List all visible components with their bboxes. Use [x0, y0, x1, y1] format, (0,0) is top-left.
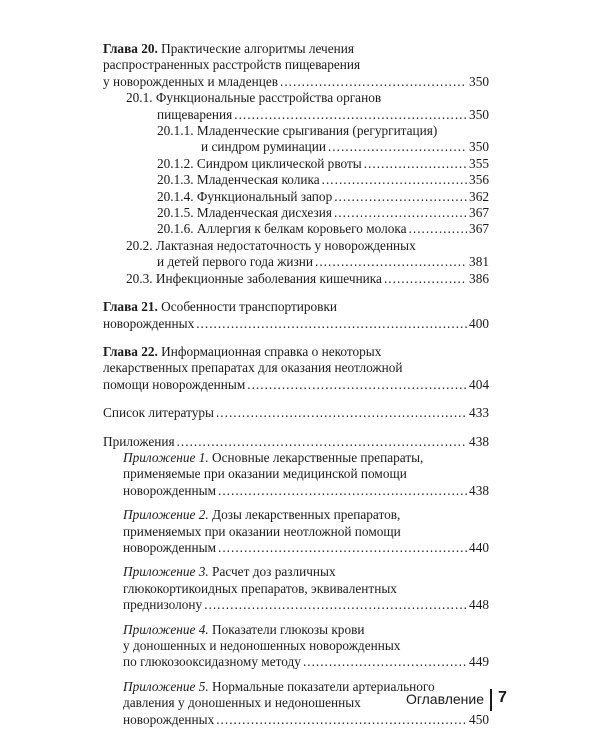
page-number: 350	[469, 106, 489, 122]
leader-dots	[334, 205, 467, 221]
section-title: 20.3. Инфекционные заболевания кишечника	[126, 270, 382, 286]
appendix-title-cont: новорожденных	[123, 711, 215, 727]
page-number: 362	[469, 188, 489, 204]
leader-dots	[315, 254, 467, 270]
running-footer-section: Оглавление	[405, 691, 484, 707]
toc-section-20-3[interactable]	[103, 271, 489, 287]
toc-chapter-20[interactable]	[103, 41, 489, 90]
toc-section-20-1-2[interactable]	[103, 156, 489, 172]
appendix-title: Расчет доз различных	[212, 564, 336, 580]
table-of-contents	[103, 41, 489, 728]
leader-dots	[384, 271, 467, 287]
page-number: 400	[469, 315, 489, 331]
appendix-title: Показатели глюкозы крови	[212, 621, 365, 637]
section-title: 20.1. Функциональные расстройства органов	[126, 90, 382, 106]
page-number: 381	[469, 254, 489, 270]
leader-dots	[218, 540, 467, 556]
chapter-title: Практические алгоритмы лечения	[161, 41, 354, 56]
section-title: 20.1.6. Аллергия к белкам коровьего молока	[157, 221, 407, 237]
chapter-title-cont: новорожденных	[103, 315, 195, 331]
leader-dots	[280, 74, 467, 90]
page-number: 356	[469, 172, 489, 188]
appendix-title: Основные лекарственные препараты,	[212, 449, 424, 465]
leader-dots	[328, 139, 467, 155]
leader-dots	[409, 221, 468, 237]
chapter-title-cont: у новорожденных и младенцев	[103, 73, 279, 89]
section-title-cont: и синдром руминации	[201, 139, 326, 155]
chapter-label: Глава 20.	[103, 41, 158, 56]
page-number: 350	[469, 139, 489, 155]
toc-section-20-1-3[interactable]	[103, 172, 489, 188]
chapter-title: Особенности транспортировки	[161, 299, 338, 315]
chapter-title-cont: распространенных расстройств пищеварения	[103, 57, 361, 73]
page-number: 438	[469, 433, 489, 449]
toc-chapter-21[interactable]	[103, 299, 489, 332]
toc-section-20-2[interactable]	[103, 238, 489, 271]
page-number: 440	[469, 539, 489, 555]
page-number: 367	[469, 205, 489, 221]
leader-dots	[322, 172, 467, 188]
toc-appendix-4[interactable]	[103, 622, 489, 671]
toc-appendices[interactable]	[103, 434, 489, 450]
appendix-title-cont: глюкокортикоидных препаратов, эквивалентных	[123, 580, 397, 596]
toc-section-20-1-5[interactable]	[103, 205, 489, 221]
section-title: 20.1.5. Младенческая дисхезия	[157, 205, 332, 221]
appendix-label: Приложение 1.	[123, 449, 209, 465]
page-number: 450	[469, 711, 489, 727]
page-number: 448	[469, 597, 489, 613]
appendix-title-cont: новорожденным	[123, 539, 217, 555]
leader-dots	[216, 405, 467, 421]
toc-appendix-2[interactable]	[103, 507, 489, 556]
appendix-label: Приложение 5.	[123, 678, 209, 694]
toc-section-20-1[interactable]	[103, 90, 489, 123]
footer-page-number: 7	[498, 689, 507, 706]
page-number: 433	[469, 405, 489, 421]
section-title: 20.1.1. Младенческие срыгивания (регургитация)	[157, 123, 438, 139]
appendix-label: Приложение 2.	[123, 507, 209, 523]
page-number: 355	[469, 155, 489, 171]
chapter-title-cont: помощи новорожденным	[103, 376, 246, 392]
leader-dots	[216, 712, 467, 728]
toc-appendix-3[interactable]	[103, 564, 489, 613]
appendix-label: Приложение 4.	[123, 621, 209, 637]
section-title-cont: пищеварения	[157, 106, 233, 122]
appendix-title-cont: применяемых при оказании неотложной помощи	[123, 523, 401, 539]
section-title: Приложения	[103, 433, 175, 449]
page-number: 438	[469, 482, 489, 498]
appendix-title-cont: у доношенных и недоношенных новорожденных	[123, 638, 401, 653]
section-title: 20.2. Лактазная недостаточность у новорожденных	[126, 237, 416, 253]
section-title: 20.1.2. Синдром циклической рвоты	[157, 155, 362, 171]
appendix-title-cont: давления у доношенных и недоношенных	[123, 695, 361, 711]
appendix-title-cont: новорожденным	[123, 482, 217, 498]
appendix-title-cont: по глюкозооксидазному методу	[123, 654, 301, 670]
page-number: 386	[469, 270, 489, 286]
section-title-cont: и детей первого года жизни	[157, 254, 314, 270]
toc-section-20-1-1[interactable]	[103, 123, 489, 156]
page-number: 350	[469, 73, 489, 89]
appendix-title-cont: преднизолону	[123, 597, 203, 613]
leader-dots	[334, 189, 467, 205]
leader-dots	[234, 107, 467, 123]
appendix-title-cont: применяемые при оказании медицинской помощи	[123, 466, 407, 482]
page-number: 367	[469, 221, 489, 237]
leader-dots	[218, 483, 467, 499]
leader-dots	[303, 654, 467, 670]
toc-chapter-22[interactable]	[103, 344, 489, 393]
page-number: 404	[469, 376, 489, 392]
page-footer	[0, 689, 600, 713]
toc-references[interactable]	[103, 405, 489, 421]
toc-appendix-1[interactable]	[103, 450, 489, 499]
chapter-title: Информационная справка о некоторых	[161, 343, 382, 359]
toc-section-20-1-4[interactable]	[103, 189, 489, 205]
section-title: Список литературы	[103, 405, 214, 421]
leader-dots	[177, 434, 467, 450]
chapter-label: Глава 21.	[103, 299, 158, 315]
appendix-label: Приложение 3.	[123, 564, 209, 580]
appendix-title: Дозы лекарственных препаратов,	[212, 507, 401, 523]
chapter-label: Глава 22.	[103, 343, 158, 359]
leader-dots	[204, 597, 467, 613]
section-title: 20.1.3. Младенческая колика	[157, 172, 320, 188]
leader-dots	[247, 377, 467, 393]
footer-divider	[490, 689, 492, 711]
appendix-title: Нормальные показатели артериального	[212, 678, 435, 694]
chapter-title-cont: лекарственных препаратах для оказания неотложной	[103, 360, 403, 376]
leader-dots	[364, 156, 467, 172]
leader-dots	[196, 316, 467, 332]
toc-section-20-1-6[interactable]	[103, 221, 489, 237]
page-number: 449	[469, 654, 489, 670]
section-title: 20.1.4. Функциональный запор	[157, 188, 333, 204]
